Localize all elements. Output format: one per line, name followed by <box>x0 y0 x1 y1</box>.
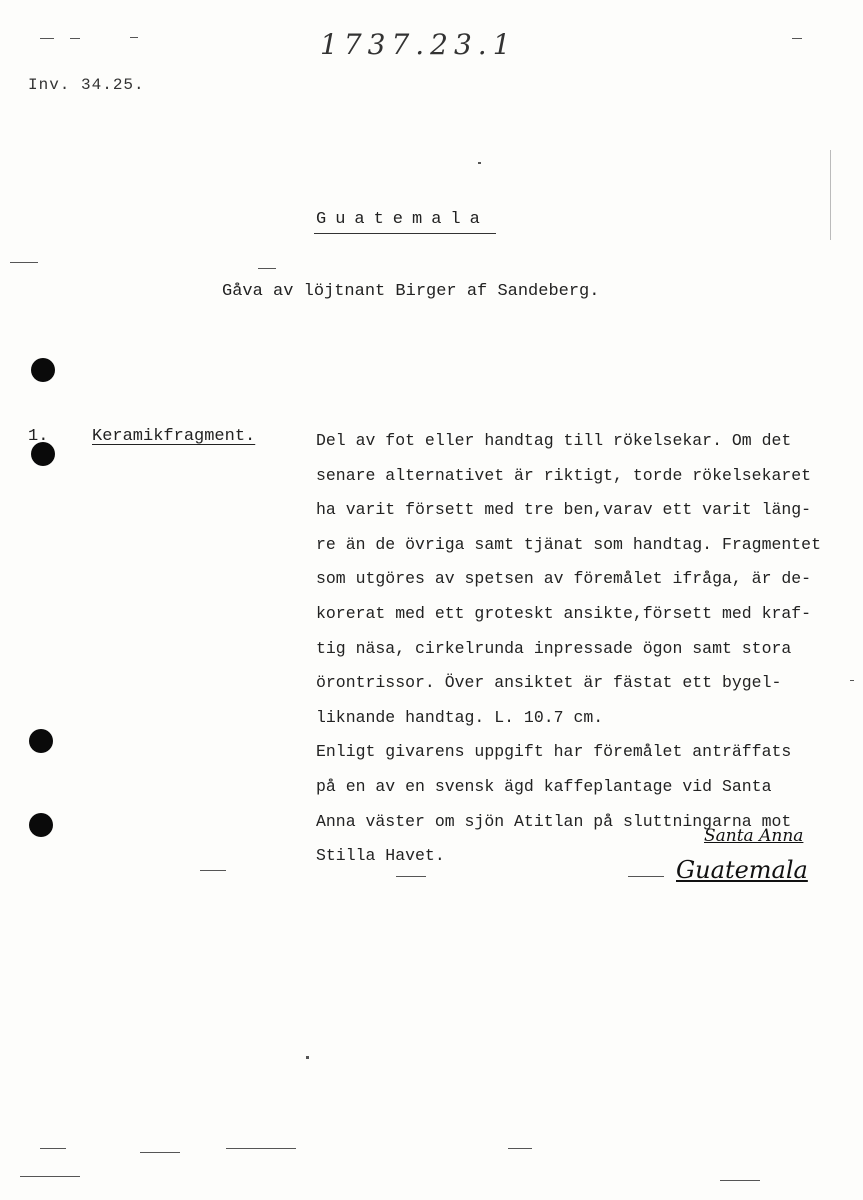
description-line: på en av en svensk ägd kaffeplantage vid Santa <box>316 776 772 796</box>
scan-speck <box>200 870 226 871</box>
donor-line: Gåva av löjtnant Birger af Sandeberg. <box>222 282 600 301</box>
scan-speck <box>396 876 426 877</box>
document-title: Guatemala <box>316 210 489 229</box>
scan-speck <box>792 38 802 39</box>
description-line: korerat med ett groteskt ansikte,försett med kraf- <box>316 603 812 623</box>
scan-speck <box>40 38 54 39</box>
description-line: Anna väster om sjön Atitlan på sluttningarna mot <box>316 811 792 831</box>
description-line: örontrissor. Över ansiktet är fästat ett bygel- <box>316 673 782 693</box>
scan-speck <box>70 38 80 39</box>
scan-speck <box>10 262 38 263</box>
description-line: liknande handtag. L. 10.7 cm. <box>316 707 604 727</box>
scan-speck <box>720 1180 760 1181</box>
scan-speck <box>226 1148 296 1149</box>
description-line: ha varit försett med tre ben,varav ett varit läng- <box>316 500 812 520</box>
inventory-number: Inv. 34.25. <box>28 76 145 94</box>
description-line: re än de övriga samt tjänat som handtag. Fragmentet <box>316 534 821 554</box>
item-number: 1. <box>28 427 49 446</box>
punch-hole-icon <box>29 813 53 837</box>
punch-hole-icon <box>31 358 55 382</box>
description-line: Stilla Havet. <box>316 846 445 866</box>
description-line: som utgöres av spetsen av föremålet ifråga, är de- <box>316 569 812 589</box>
scan-speck <box>850 680 854 681</box>
handwritten-catalog-number: 1737.23.1 <box>320 28 517 61</box>
item-name: Keramikfragment. <box>92 427 256 446</box>
title-underline <box>314 233 496 234</box>
scan-speck <box>258 268 276 269</box>
description-line: tig näsa, cirkelrunda inpressade ögon samt stora <box>316 638 792 658</box>
scan-speck <box>628 876 664 877</box>
scan-speck <box>508 1148 532 1149</box>
item-description <box>316 424 846 874</box>
description-line: Enligt givarens uppgift har föremålet anträffats <box>316 742 792 762</box>
scan-speck <box>140 1152 180 1153</box>
scan-speck <box>130 37 138 38</box>
handwritten-annotation-country: Guatemala <box>676 856 808 884</box>
scan-speck <box>20 1176 80 1177</box>
description-line: Del av fot eller handtag till rökelsekar. Om det <box>316 431 792 450</box>
punch-hole-icon <box>29 729 53 753</box>
scan-speck <box>830 150 831 240</box>
handwritten-annotation-place: Santa Anna <box>704 826 804 846</box>
description-line: senare alternativet är riktigt, torde rökelsekaret <box>316 465 812 485</box>
scan-speck <box>478 162 481 164</box>
scan-speck <box>306 1056 309 1059</box>
scan-speck <box>40 1148 66 1149</box>
